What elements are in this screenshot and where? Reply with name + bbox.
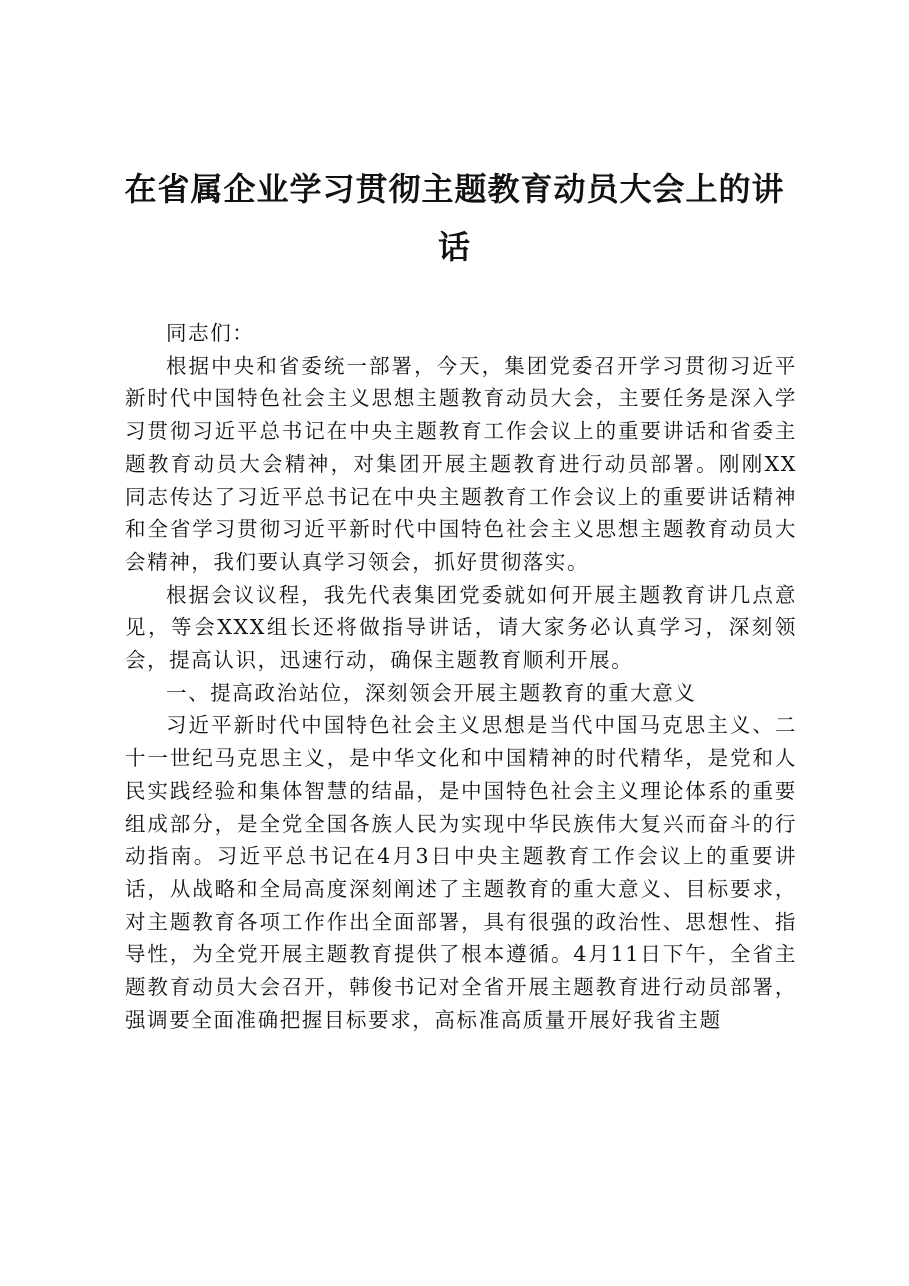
section-heading: 一、提高政治站位，深刻领会开展主题教育的重大意义 (166, 680, 697, 705)
section-paragraph: 习近平新时代中国特色社会主义思想是当代中国马克思主义、二十一世纪马克思主义，是中华文化和中国精神的时代精华，是党和人民实践经验和集体智慧的结晶，是中国特色社会主义理论体系的重要组成部分，是全党全国各族人民为实现中华民族伟大复兴而奋斗的行动指南。习近平总书记在4月3日中央主题教育工作会议上的重要讲话，从战略和全局高度深刻阐述了主题教育的重大意义、目标要求，对主题教育各项工作作出全面部署，具有很强的政治性、思想性、指导性，为全党开展主题教育提供了根本遵循。4月11日下午，全省主题教育动员大会召开，韩俊书记对全省开展主题教育进行动员部署，强调要全面准确把握目标要求，高标准高质量开展好我省主题 (125, 713, 797, 1032)
paragraph-intro: 根据中央和省委统一部署，今天，集团党委召开学习贯彻习近平新时代中国特色社会主义思想主题教育动员大会，主要任务是深入学习贯彻习近平总书记在中央主题教育工作会议上的重要讲话和省委主题教育动员大会精神，对集团开展主题教育进行动员部署。刚刚XX同志传达了习近平总书记在中央主题教育工作会议上的重要讲话精神和全省学习贯彻习近平新时代中国特色社会主义思想主题教育动员大会精神，我们要认真学习领会，抓好贯彻落实。 (125, 353, 797, 574)
paragraph-agenda: 根据会议议程，我先代表集团党委就如何开展主题教育讲几点意见，等会XXX组长还将做指导讲话，请大家务必认真学习，深刻领会，提高认识，迅速行动，确保主题教育顺利开展。 (125, 582, 797, 673)
document-title: 在省属企业学习贯彻主题教育动员大会上的讲话 (124, 170, 785, 266)
document-body (125, 317, 797, 1036)
salutation: 同志们： (166, 321, 255, 345)
